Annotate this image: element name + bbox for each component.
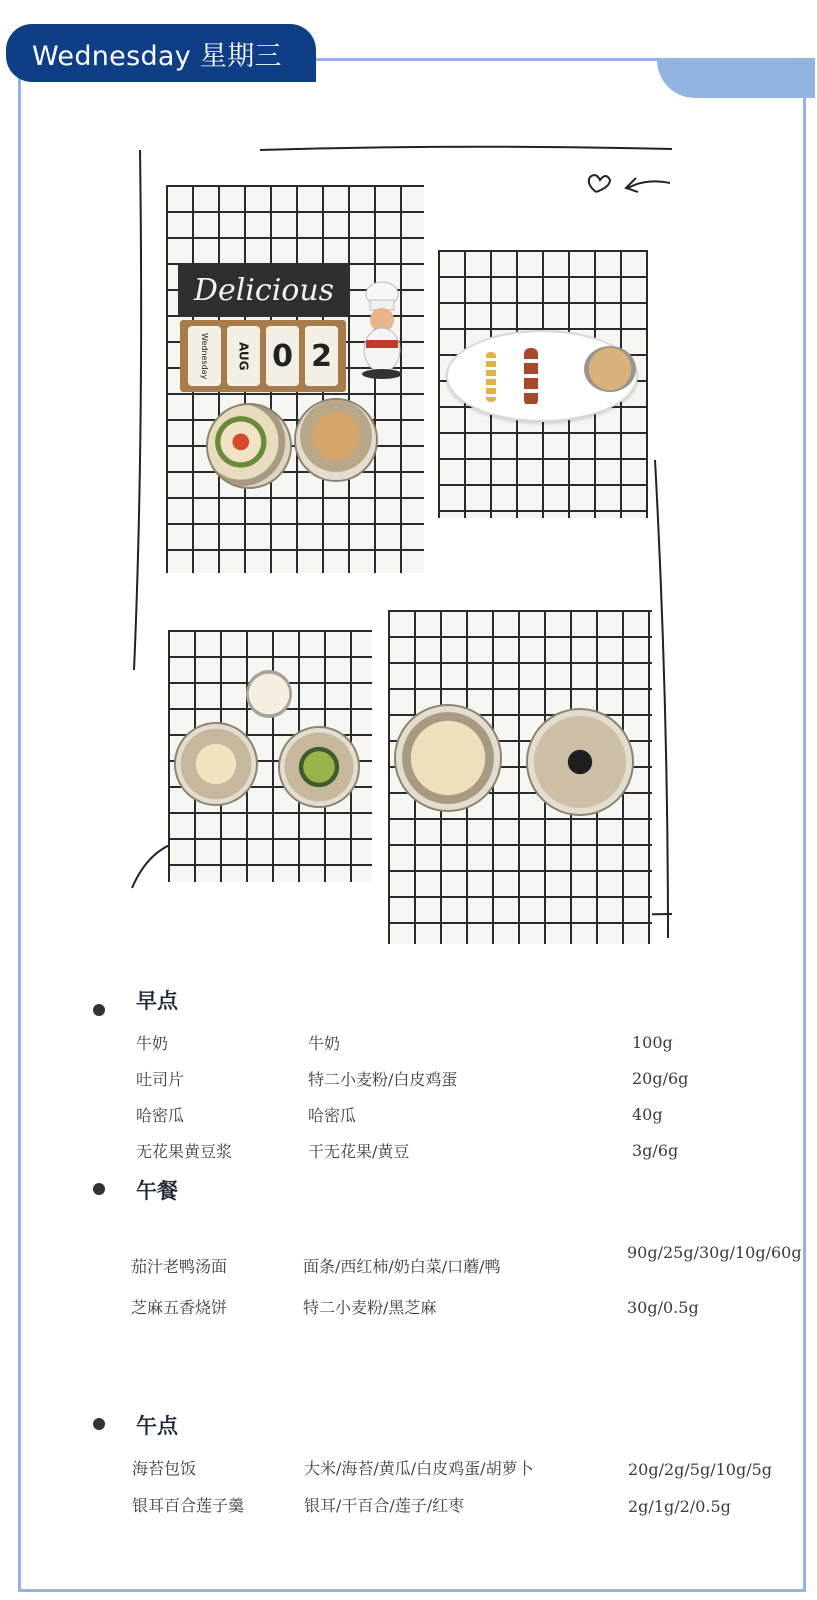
ingredients: 大米/海苔/黄瓜/白皮鸡蛋/胡萝卜: [304, 1459, 534, 1478]
fig-line: [524, 348, 538, 406]
ingredients: 牛奶: [308, 1034, 341, 1053]
ingredients: 干无花果/黄豆: [308, 1142, 410, 1161]
calendar-day-tag: Wednesday: [188, 326, 221, 386]
ingredients: 哈密瓜: [308, 1106, 357, 1125]
soy-milk-cup: [584, 346, 636, 392]
section-title: 午餐: [124, 1175, 190, 1205]
sesame-bread-plate: [294, 398, 378, 482]
delicious-sign: Delicious: [178, 263, 350, 317]
soybean-line: [486, 352, 496, 402]
dish-name: 哈密瓜: [136, 1106, 185, 1125]
dish-name: 银耳百合莲子羹: [132, 1496, 245, 1515]
amount: 100g: [632, 1033, 673, 1052]
dish-name: 无花果黄豆浆: [136, 1142, 233, 1161]
ingredients: 面条/西红柿/奶白菜/口蘑/鸭: [303, 1257, 501, 1276]
day-title: Wednesday 星期三: [32, 40, 282, 72]
amount: 40g: [632, 1105, 663, 1124]
dish-name: 茄汁老鸭汤面: [131, 1257, 228, 1276]
bullet-dot: [93, 1004, 105, 1016]
day-header: [6, 24, 316, 82]
calendar-digit-tag: 0: [266, 326, 299, 386]
white-fungus-soup-bowl: [394, 704, 502, 812]
amount: 20g/2g/5g/10g/5g: [628, 1460, 773, 1479]
ingredients: 特二小麦粉/白皮鸡蛋: [308, 1070, 458, 1089]
seaweed-rice-plate: [526, 708, 634, 816]
ingredients: 银耳/干百合/莲子/红枣: [304, 1496, 465, 1515]
calendar-digit-tag: 2: [305, 326, 338, 386]
dish-name: 芝麻五香烧饼: [131, 1298, 228, 1317]
corner-decoration: [657, 58, 815, 98]
wooden-calendar: [180, 320, 346, 392]
bullet-dot: [93, 1418, 105, 1430]
snack-platter-photo: [438, 250, 648, 518]
ingredients: 特二小麦粉/黑芝麻: [303, 1298, 437, 1317]
calendar-month-tag: AUG: [227, 326, 260, 386]
lunch-photo: [388, 610, 652, 944]
amount: 20g/6g: [632, 1069, 689, 1088]
chef-figurine-icon: [356, 280, 408, 380]
breakfast-display-photo: [166, 185, 424, 573]
dish-name: 牛奶: [136, 1034, 169, 1053]
melon-plate: [278, 726, 360, 808]
afternoon-snack-photo: [168, 630, 372, 882]
milk-cup: [246, 670, 292, 718]
bullet-dot: [93, 1183, 105, 1195]
section-title: 早点: [124, 985, 190, 1015]
amount: 3g/6g: [632, 1141, 679, 1160]
dish-name: 海苔包饭: [132, 1459, 197, 1478]
section-title: 午点: [124, 1410, 190, 1440]
amount: 2g/1g/2/0.5g: [628, 1497, 731, 1516]
photo-collage: [120, 140, 700, 970]
toast-plate: [174, 722, 258, 806]
noodle-bowl: [206, 403, 292, 489]
amount: 90g/25g/30g/10g/60g: [627, 1243, 802, 1262]
amount: 30g/0.5g: [627, 1298, 699, 1317]
dish-name: 吐司片: [136, 1070, 185, 1089]
